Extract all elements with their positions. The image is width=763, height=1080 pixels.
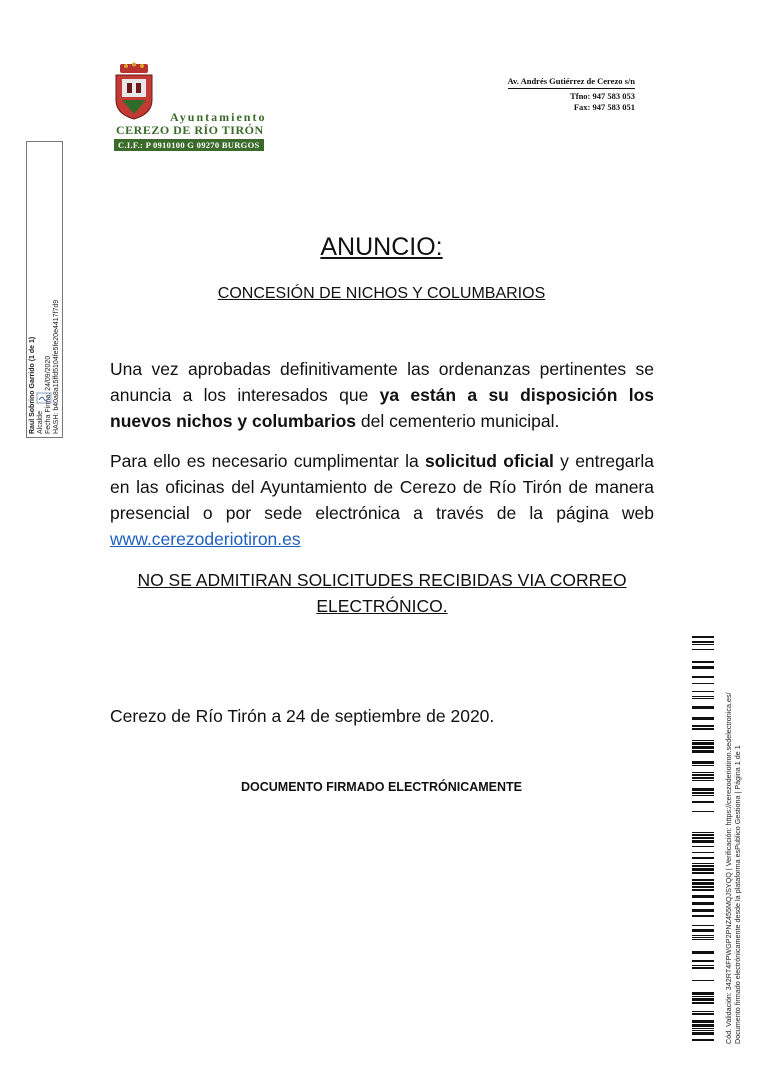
- paragraph-2-text-a: Para ello es necesario cumplimentar la: [110, 451, 426, 471]
- page-title: ANUNCIO:: [320, 233, 443, 261]
- logo-cif: C.I.F.: P 0910100 G 09270 BURGOS: [114, 139, 264, 151]
- signature-stamp-icon: [36, 390, 52, 406]
- signature-date: Fecha Firma: 24/09/2020: [45, 355, 52, 434]
- paragraph-2-bold: solicitud oficial: [425, 451, 554, 471]
- phone: Tfno: 947 583 053: [570, 91, 635, 101]
- signed-electronically: DOCUMENTO FIRMADO ELECTRÓNICAMENTE: [240, 780, 522, 794]
- fax: Fax: 947 583 051: [573, 102, 635, 112]
- subtitle: CONCESIÓN DE NICHOS Y COLUMBARIOS: [217, 285, 546, 302]
- municipal-logo: [110, 60, 265, 155]
- paragraph-2-text-c: y entregarla en las oficinas del Ayuntamiento de Cerezo de Río Tirón de manera presencial o por sede electrónica a través de la página web: [110, 451, 654, 523]
- address: Av. Andrés Gutiérrez de Cerezo s/n: [508, 76, 635, 89]
- logo-town-name: CEREZO DE RÍO TIRÓN: [116, 123, 264, 137]
- coat-of-arms-icon: [112, 62, 156, 120]
- paragraph-1-bold: ya están a su disposición los nuevos nichos y columbarios: [110, 385, 654, 431]
- barcode-icon: [692, 636, 714, 1044]
- validation-line-1: Cód. Validación: 342RT4FPWGP2PNZ455MQJSYQQ | Verificación: https://cerezoderiotiron.sedelectronica.es/: [724, 692, 733, 1044]
- paragraph-2: [110, 448, 654, 552]
- date-line: Cerezo de Río Tirón a 24 de septiembre de 2020.: [110, 706, 495, 726]
- notice: NO SE ADMITIRAN SOLICITUDES RECIBIDAS VIA CORREO ELECTRÓNICO.: [137, 570, 627, 616]
- website-link[interactable]: www.cerezoderiotiron.es: [110, 529, 301, 549]
- validation-line-2: Documento firmado electrónicamente desde la plataforma esPublico Gestiona | Página 1 de 1: [733, 745, 742, 1044]
- signer-role: Alcalde: [37, 411, 44, 434]
- validation-text: [724, 624, 742, 1044]
- signature-hash: HASH: b40a8a15ffd5104fe5fe20e4417f7d9: [53, 299, 60, 434]
- logo-ayuntamiento: Ayuntamiento: [170, 110, 267, 124]
- paragraph-1: [110, 356, 654, 434]
- paragraph-1-text-a: Una vez aprobadas definitivamente las ordenanzas pertinentes se anuncia a los interesados que: [110, 359, 654, 405]
- signature-text: [29, 134, 61, 434]
- paragraph-1-text-c: del cementerio municipal.: [356, 411, 560, 431]
- contact-block: [508, 76, 635, 113]
- signer-name: Raul Sobrino Garrido (1 de 1): [29, 336, 36, 434]
